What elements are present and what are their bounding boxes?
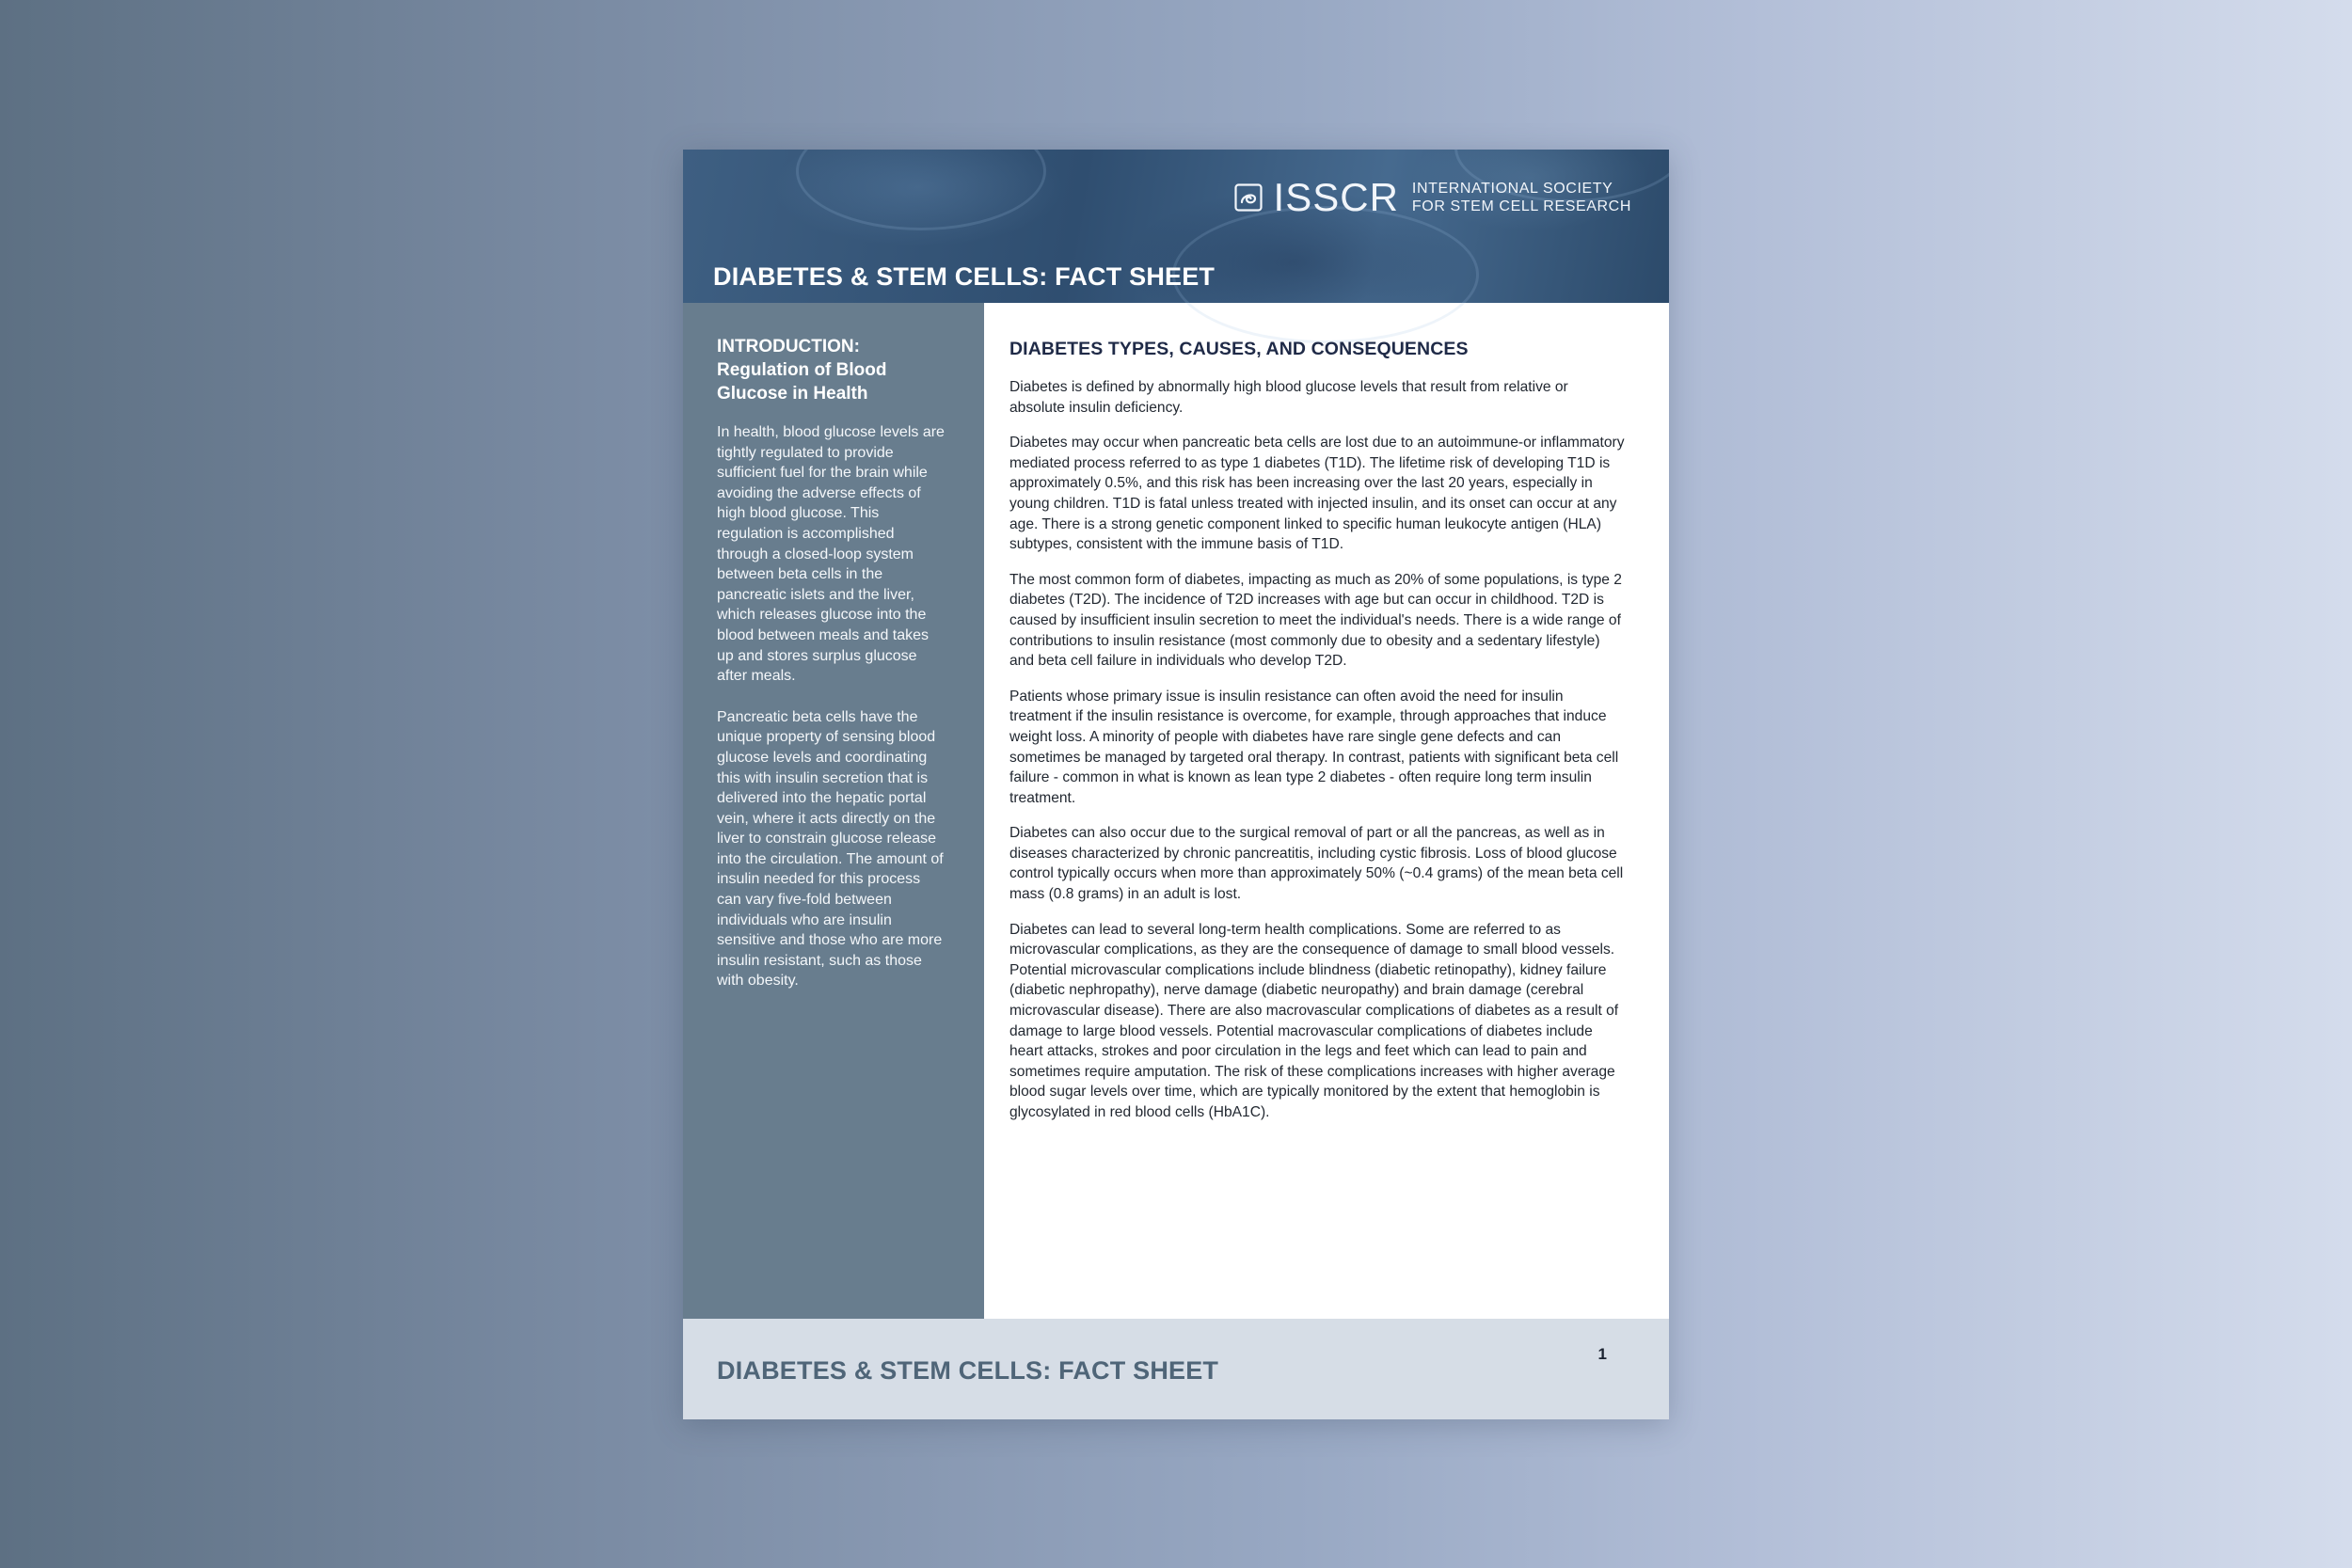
body-paragraph: Diabetes is defined by abnormally high blood glucose levels that result from relative or absolute insulin deficiency. (1009, 379, 1568, 416)
sidebar-paragraph: Pancreatic beta cells have the unique property of sensing blood glucose levels and coordinating this with insulin secretion that is delivered into the hepatic portal vein, where it acts directly on the liver to constrain glucose release into the circulation. The amount of insulin needed for this process can vary five-fold between individuals who are insulin sensitive and those who are more insulin resistant, such as those with obesity. (717, 708, 944, 990)
logo-abbreviation: ISSCR (1273, 175, 1399, 219)
body-paragraph: Diabetes may occur when pancreatic beta cells are lost due to an autoimmune-or inflammatory mediated process referred to as type 1 diabetes (T1D). The lifetime risk of developing T1D is approximately 0.5%, and this risk has been increasing over the last 20 years, especially in young children. T1D is fatal unless treated with injected insulin, and its onset can occur at any age. There is a strong genetic component linked to specific human leukocyte antigen (HLA) subtypes, consistent with the immune basis of T1D. (1009, 435, 1625, 553)
header-decoration (796, 150, 1046, 230)
page-title: DIABETES & STEM CELLS: FACT SHEET (713, 262, 1216, 291)
body-paragraph: The most common form of diabetes, impacting as much as 20% of some populations, is type 2 diabetes (T2D). The incidence of T2D increases with age but can occur in childhood. T2D is caused by insufficient insulin secretion to meet the individual's needs. There is a wide range of contributions to insulin resistance (most commonly due to obesity and a sedentary lifestyle) and beta cell failure in individuals who develop T2D. (1009, 571, 1622, 670)
fact-sheet-page (683, 150, 1669, 1419)
logo-line-2: FOR STEM CELL RESEARCH (1411, 198, 1631, 214)
main-content (984, 303, 1669, 1138)
introduction-sidebar (683, 303, 984, 1419)
body-paragraph: Patients whose primary issue is insulin resistance can often avoid the need for insulin treatment if the insulin resistance is overcome, for example, through approaches that induce weight loss. A minority of people with diabetes have rare single gene defects and can sometimes be managed by targeted oral therapy. In contrast, patients with significant beta cell failure - common in what is known as lean type 2 diabetes - often require long term insulin treatment. (1009, 688, 1619, 806)
sidebar-heading-line-3: Glucose in Health (717, 384, 868, 404)
page-header (683, 150, 1669, 303)
body-paragraph: Diabetes can lead to several long-term health complications. Some are referred to as microvascular complications, as they are the consequence of damage to small blood vessels. Potential microvascular complications include blindness (diabetic retinopathy), kidney failure (diabetic nephropathy), nerve damage (diabetic neuropathy) and brain damage (cerebral microvascular disease). There are also macrovascular complications of diabetes as a result of damage to large blood vessels. Potential macrovascular complications of diabetes include heart attacks, strokes and poor circulation in the legs and feet which can lead to pain and sometimes require amputation. The risk of these complications increases with higher average blood sugar levels over time, which are typically monitored by the extent that hemoglobin is glycosylated in red blood cells (HbA1C). (1009, 921, 1619, 1120)
sidebar-heading-line-2: Regulation of Blood (717, 360, 887, 380)
logo-full-name (1412, 180, 1631, 215)
sidebar-paragraph: In health, blood glucose levels are tightly regulated to provide sufficient fuel for the brain while avoiding the adverse effects of high blood glucose. This regulation is accomplished through a closed-loop system between beta cells in the pancreatic islets and the liver, which releases glucose into the blood between meals and takes up and stores surplus glucose after meals. (717, 424, 945, 685)
body-paragraph: Diabetes can also occur due to the surgical removal of part or all the pancreas, as well as in diseases characterized by chronic pancreatitis, including cystic fibrosis. Loss of blood glucose control typically occurs when more than approximately 50% (~0.4 grams) of the mean beta cell mass (0.8 grams) in an adult is lost. (1009, 825, 1624, 903)
section-heading: DIABETES TYPES, CAUSES, AND CONSEQUENCES (1009, 339, 1469, 359)
isscr-logo (1234, 175, 1631, 219)
page-number: 1 (1597, 1345, 1607, 1363)
sidebar-heading-line-1: INTRODUCTION: (717, 337, 860, 356)
sidebar-heading (717, 335, 946, 405)
logo-line-1: INTERNATIONAL SOCIETY (1411, 181, 1613, 197)
footer-title: DIABETES & STEM CELLS: FACT SHEET (717, 1356, 1219, 1385)
page-footer (683, 1319, 1669, 1419)
isscr-logo-icon (1234, 183, 1263, 212)
